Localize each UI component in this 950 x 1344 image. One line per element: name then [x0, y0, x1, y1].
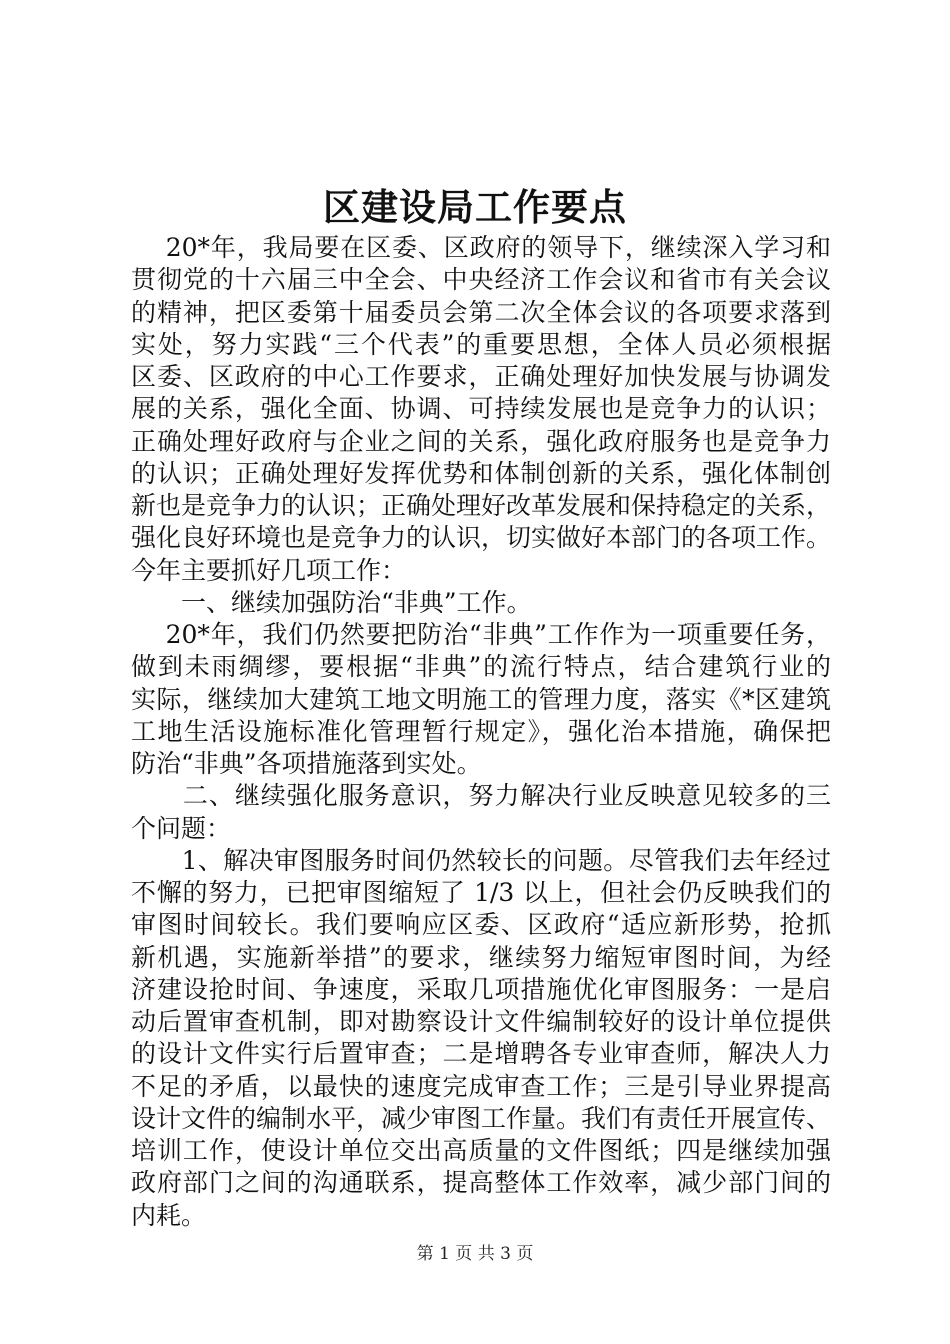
body-text-line: 的设计文件实行后置审查；二是增聘各专业审查师，解决人力 [131, 1039, 831, 1069]
body-text-line: 20*年，我们仍然要把防治“非典”工作作为一项重要任务， [131, 620, 831, 649]
body-text-line: 审图时间较长。我们要响应区委、区政府“适应新形势，抢抓 [131, 910, 831, 940]
body-text-line: 实际，继续加大建筑工地文明施工的管理力度，落实《*区建筑 [131, 684, 831, 714]
body-text-line: 培训工作，使设计单位交出高质量的文件图纸；四是继续加强 [131, 1136, 831, 1165]
body-text-line: 济建设抢时间、争速度，采取几项措施优化审图服务：一是启 [131, 974, 831, 1004]
body-text-line: 20*年，我局要在区委、区政府的领导下，继续深入学习和 [131, 233, 831, 262]
body-text-line: 新也是竞争力的认识；正确处理好改革发展和保持稳定的关系， [131, 491, 832, 520]
body-text-line: 工地生活设施标准化管理暂行规定》，强化治本措施，确保把 [131, 716, 831, 746]
body-text-line: 防治“非典”各项措施落到实处。 [131, 749, 482, 778]
body-text-line: 做到未雨绸缪，要根据“非典”的流行特点，结合建筑行业的 [131, 652, 831, 682]
body-text-line: 设计文件的编制水平，减少审图工作量。我们有责任开展宣传、 [131, 1103, 832, 1133]
body-text-line: 内耗。 [131, 1200, 207, 1230]
body-text-line: 动后置审查机制，即对勘察设计文件编制较好的设计单位提供 [131, 1007, 831, 1036]
body-text-line: 的精神，把区委第十届委员会第二次全体会议的各项要求落到 [131, 297, 831, 327]
document-body [131, 232, 831, 1232]
body-text-line: 不足的矛盾，以最快的速度完成审查工作；三是引导业界提高 [131, 1071, 831, 1101]
body-text-line: 强化良好环境也是竞争力的认识，切实做好本部门的各项工作。 [131, 523, 832, 553]
body-text-line: 区委、区政府的中心工作要求，正确处理好加快发展与协调发 [131, 362, 831, 391]
body-text-line: 今年主要抓好几项工作： [131, 555, 407, 585]
body-text-line: 1、解决审图服务时间仍然较长的问题。尽管我们去年经过 [131, 845, 831, 875]
body-text-line: 一、继续加强防治“非典”工作。 [131, 587, 532, 617]
page-number: 第 1 页 共 3 页 [416, 1244, 534, 1264]
body-text-line: 不懈的努力，已把审图缩短了 1/3 以上，但社会仍反映我们的 [131, 878, 831, 907]
body-text-line: 新机遇，实施新举措”的要求，继续努力缩短审图时间，为经 [131, 942, 831, 972]
body-text-line: 正确处理好政府与企业之间的关系，强化政府服务也是竞争力 [131, 426, 831, 456]
body-text-line: 实处，努力实践“三个代表”的重要思想，全体人员必须根据 [131, 329, 831, 359]
body-text-line: 个问题： [131, 813, 232, 843]
body-text-line: 展的关系，强化全面、协调、可持续发展也是竞争力的认识； [131, 394, 831, 424]
body-text-line: 的认识；正确处理好发挥优势和体制创新的关系，强化体制创 [131, 458, 831, 488]
body-text-line: 二、继续强化服务意识，努力解决行业反映意见较多的三 [131, 781, 831, 811]
body-text-line: 政府部门之间的沟通联系，提高整体工作效率，减少部门间的 [131, 1168, 831, 1198]
document-title: 区建设局工作要点 [323, 185, 627, 229]
body-text-line: 贯彻党的十六届三中全会、中央经济工作会议和省市有关会议 [131, 265, 831, 295]
